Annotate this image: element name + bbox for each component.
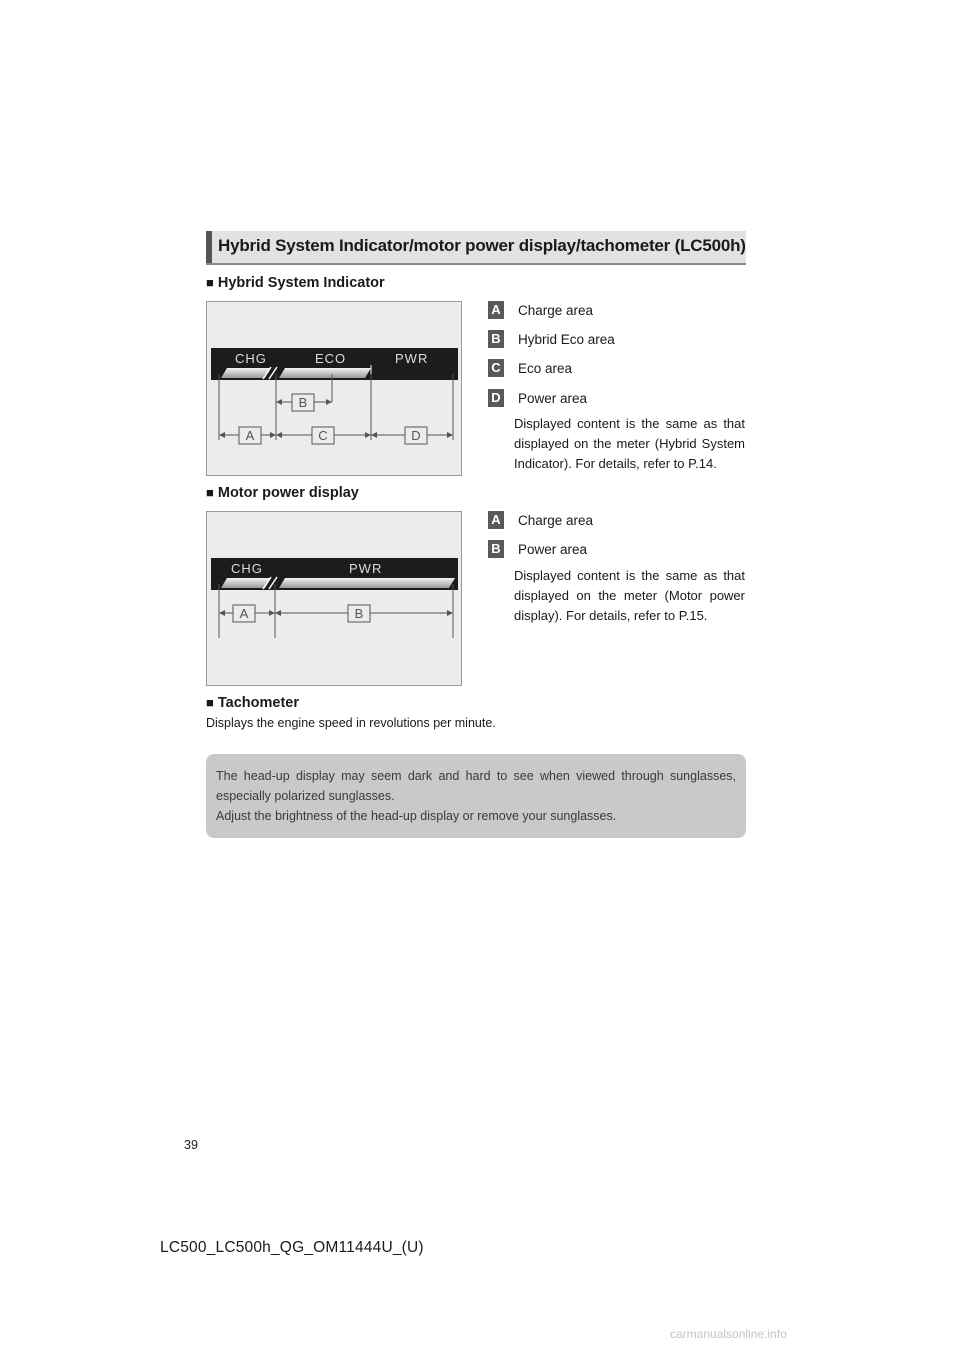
callout-label: Charge area: [518, 302, 594, 318]
callout-eco-area: [488, 359, 572, 377]
callout-charge-area: [488, 301, 593, 319]
power-segment: [279, 578, 455, 588]
callout-letter: D: [488, 389, 504, 407]
section-heading: [206, 231, 746, 265]
dim-letter-d: D: [411, 428, 421, 443]
hybrid-indicator-figure: [206, 301, 462, 476]
section-title: Hybrid System Indicator/motor power display/tachometer (LC500h): [218, 236, 746, 255]
gauge-label-chg: CHG: [231, 561, 263, 576]
hybrid-indicator-diagram: [207, 302, 461, 475]
callout-label: Power area: [518, 541, 588, 557]
gauge-label-pwr: PWR: [395, 351, 429, 366]
callout-power-area: [488, 540, 587, 558]
callout-hybrid-eco-area: [488, 330, 615, 348]
dim-letter-b: B: [298, 395, 308, 410]
callout-charge-area: [488, 511, 593, 529]
note-line-1: The head-up display may seem dark and hard to see when viewed through sunglasses, especially polarized sunglasses.: [216, 769, 736, 803]
callout-label: Charge area: [518, 512, 594, 528]
callout-letter: A: [488, 511, 504, 529]
charge-segment: [221, 368, 271, 378]
note-line-2: Adjust the brightness of the head-up display or remove your sunglasses.: [216, 809, 617, 823]
motor-power-heading: ■ Motor power display: [206, 485, 359, 501]
callout-label: Power area: [518, 390, 588, 406]
callout-label: Hybrid Eco area: [518, 331, 615, 347]
gauge-label-eco: ECO: [315, 351, 347, 366]
callout-label: Eco area: [518, 360, 573, 376]
page-number: 39: [184, 1138, 198, 1152]
square-bullet-icon: ■: [206, 695, 214, 710]
motor-power-diagram: [207, 512, 461, 685]
callout-letter: B: [488, 540, 504, 558]
tachometer-heading: ■ Tachometer: [206, 695, 299, 711]
square-bullet-icon: ■: [206, 275, 214, 290]
square-bullet-icon: ■: [206, 485, 214, 500]
dim-letter-c: C: [318, 428, 328, 443]
motor-power-figure: [206, 511, 462, 686]
callout-letter: B: [488, 330, 504, 348]
gauge-label-pwr: PWR: [349, 561, 383, 576]
dim-letter-a: A: [239, 606, 249, 621]
hybrid-indicator-description: Displayed content is the same as that displayed on the meter (Hybrid System Indicator). For details, refer to P.14.: [514, 416, 745, 471]
watermark: carmanualsonline.info: [670, 1327, 787, 1341]
callout-letter: A: [488, 301, 504, 319]
callout-power-area: [488, 389, 587, 407]
charge-segment: [221, 578, 271, 588]
gauge-label-chg: CHG: [235, 351, 267, 366]
tachometer-text: Displays the engine speed in revolutions per minute.: [206, 716, 496, 730]
motor-power-description: Displayed content is the same as that displayed on the meter (Motor power display). For details, refer to P.15.: [514, 568, 745, 623]
heading-accent-bar: [206, 231, 212, 263]
eco-segment: [279, 368, 371, 378]
sunglasses-note: [206, 754, 746, 838]
dim-letter-b: B: [354, 606, 364, 621]
callout-letter: C: [488, 359, 504, 377]
hybrid-indicator-heading: ■ Hybrid System Indicator: [206, 275, 385, 291]
document-code: LC500_LC500h_QG_OM11444U_(U): [160, 1239, 424, 1256]
dim-letter-a: A: [245, 428, 255, 443]
